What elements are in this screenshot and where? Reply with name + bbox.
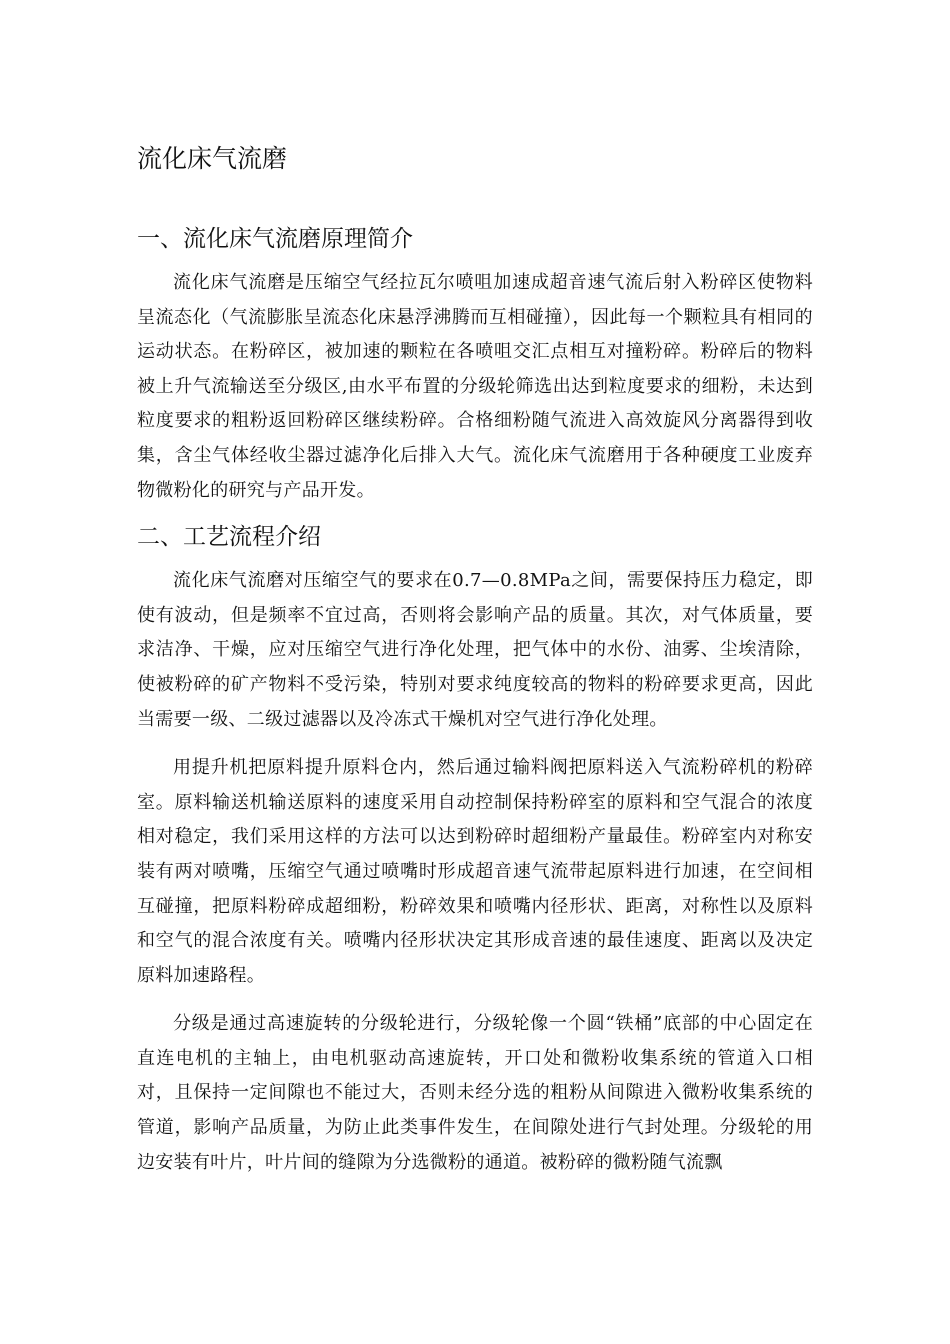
section-heading-process: 二、工艺流程介绍 — [137, 524, 321, 551]
paragraph-classification: 分级是通过高速旋转的分级轮进行，分级轮像一个圆“铁桶”底部的中心固定在直连电机的主轴上，由电机驱动高速旋转，开口处和微粉收集系统的管道入口相对，且保持一定间隙也不能过大，否则未经分选的粗粉从间隙进入微粉收集系统的管道，影响产品质量，为防止此类事件发生，在间隙处进行气封处理。分级轮的用边安装有叶片，叶片间的缝隙为分选微粉的通道。被粉碎的微粉随气流飘 — [137, 1013, 813, 1173]
section-heading-principle: 一、流化床气流磨原理简介 — [137, 226, 413, 252]
paragraph-compressed-air: 流化床气流磨对压缩空气的要求在0.7—0.8MPa之间，需要保持压力稳定，即使有波动，但是频率不宜过高，否则将会影响产品的质量。其次，对气体质量，要求洁净、干燥，应对压缩空气进行净化处理，把气体中的水份、油雾、尘埃清除，使被粉碎的矿产物料不受污染，特别对要求纯度较高的物料的粉碎要求更高，因此当需要一级、二级过滤器以及冷冻式干燥机对空气进行净化处理。 — [137, 570, 813, 730]
paragraph-principle: 流化床气流磨是压缩空气经拉瓦尔喷咀加速成超音速气流后射入粉碎区使物料呈流态化（气流膨胀呈流态化床悬浮沸腾而互相碰撞），因此每一个颗粒具有相同的运动状态。在粉碎区，被加速的颗粒在各喷咀交汇点相互对撞粉碎。粉碎后的物料被上升气流输送至分级区,由水平布置的分级轮筛选出达到粒度要求的细粉，未达到粒度要求的粗粉返回粉碎区继续粉碎。合格细粉随气流进入高效旋风分离器得到收集，含尘气体经收尘器过滤净化后排入大气。流化床气流磨用于各种硬度工业废弃物微粉化的研究与产品开发。 — [137, 272, 813, 501]
paragraph-feeding-crushing: 用提升机把原料提升原料仓内，然后通过输料阀把原料送入气流粉碎机的粉碎室。原料输送机输送原料的速度采用自动控制保持粉碎室的原料和空气混合的浓度相对稳定，我们采用这样的方法可以达到粉碎时超细粉产量最佳。粉碎室内对称安装有两对喷嘴，压缩空气通过喷嘴时形成超音速气流带起原料进行加速，在空间相互碰撞，把原料粉碎成超细粉，粉碎效果和喷嘴内径形状、距离，对称性以及原料和空气的混合浓度有关。喷嘴内径形状决定其形成音速的最佳速度、距离以及决定原料加速路程。 — [137, 757, 813, 986]
document-title: 流化床气流磨 — [137, 144, 288, 173]
document-page — [137, 140, 813, 1180]
